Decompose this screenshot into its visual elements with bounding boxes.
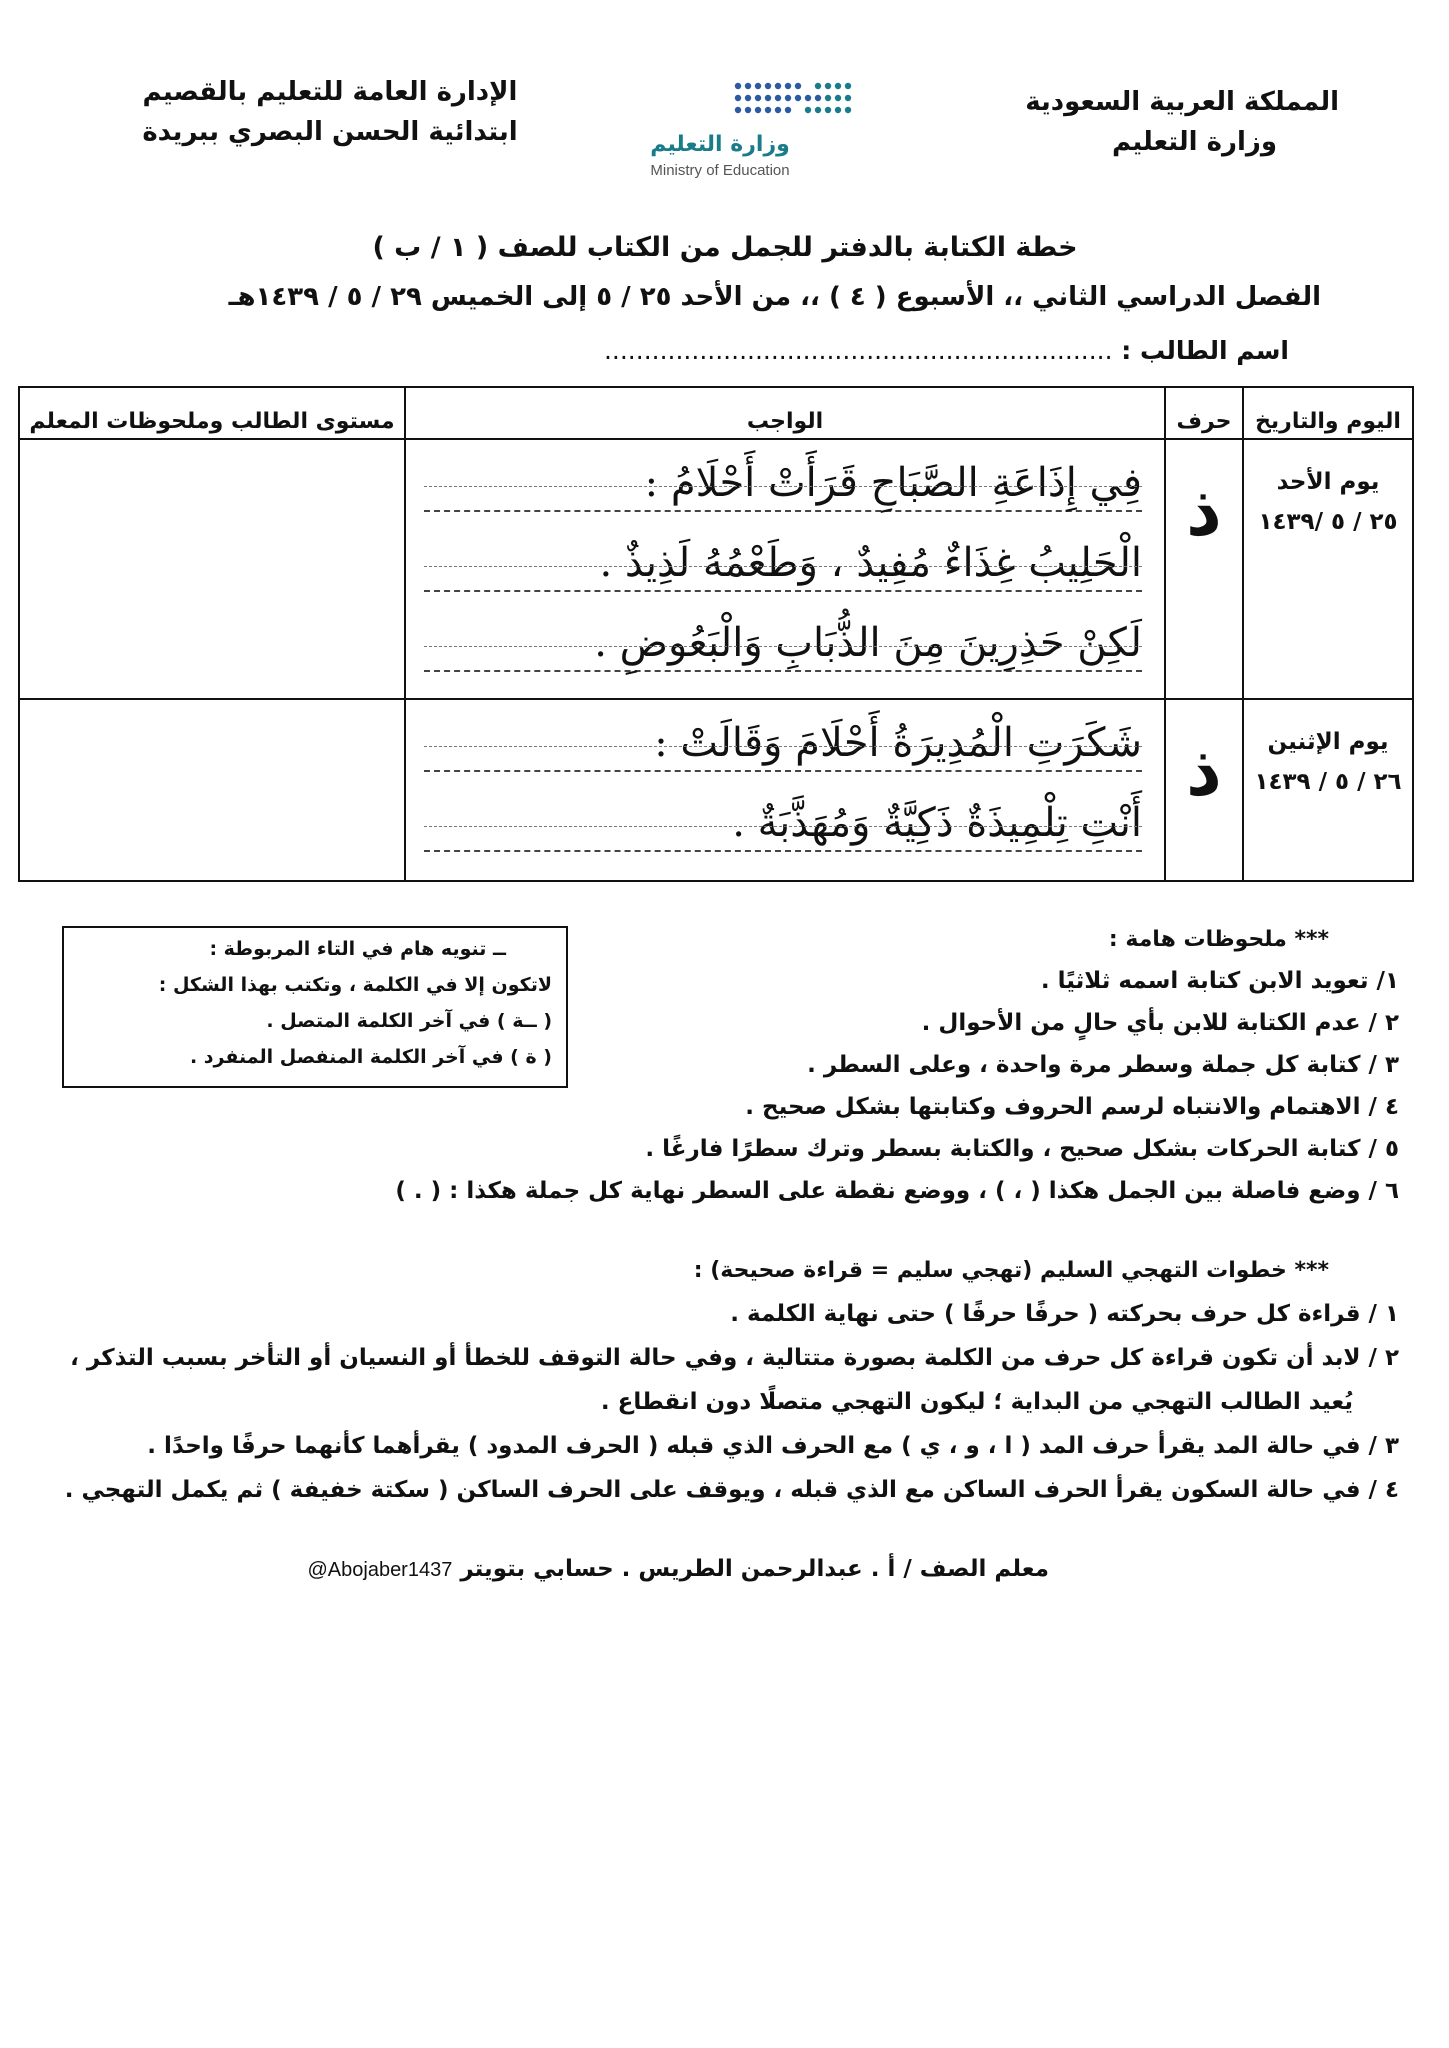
twitter-handle[interactable]: @Abojaber1437 — [307, 1559, 453, 1581]
list-item: ٣ / في حالة المد يقرأ حرف المد ( ا ، و ، ي ) مع الحرف الذي قبله ( الحرف المدود ) يقرأهما كأنهما حرفًا واحدًا . — [147, 1433, 1399, 1459]
header-teacher-notes: مستوى الطالب وملحوظات المعلم — [19, 387, 405, 439]
day-cell — [1243, 439, 1413, 699]
student-name-dots: ................................................................ — [603, 336, 1113, 365]
homework-line: لَكِنْ حَذِرِينَ مِنَ الذُّبَابِ وَالْبَعُوضِ . — [424, 618, 1142, 672]
writing-plan-table — [18, 386, 1414, 882]
tip-shape-separate: ( ة ) — [510, 1046, 552, 1068]
student-name-label: اسم الطالب : — [1121, 336, 1289, 365]
list-item: ١ / قراءة كل حرف بحركته ( حرفًا حرفًا ) حتى نهاية الكلمة . — [730, 1301, 1399, 1327]
homework-cell — [405, 699, 1165, 881]
homework-line: الْحَلِيبُ غِذَاءٌ مُفِيدٌ ، وَطَعْمُهُ لَذِيذٌ . — [424, 538, 1142, 592]
table-row — [19, 699, 1413, 881]
teacher-signature — [149, 1556, 1049, 1582]
list-item-continuation: يُعيد الطالب التهجي من البداية ؛ ليكون التهجي متصلًا دون انقطاع . — [600, 1389, 1353, 1415]
header-homework: الواجب — [405, 387, 1165, 439]
homework-cell — [405, 439, 1165, 699]
taa-marbuta-tip-box — [62, 926, 568, 1088]
day-name: يوم الأحد — [1276, 469, 1380, 495]
table-row — [19, 439, 1413, 699]
term-line: الفصل الدراسي الثاني ،، الأسبوع ( ٤ ) ،، من الأحد ٢٥ / ٥ إلى الخميس ٢٩ / ٥ / ١٤٣٩هـ — [228, 282, 1321, 312]
list-item: ٥ / كتابة الحركات بشكل صحيح ، والكتابة بسطر وترك سطرًا فارغًا . — [645, 1136, 1399, 1162]
letter-cell: ذ — [1165, 439, 1243, 699]
tip-shape-separate-text: في آخر الكلمة المنفصل المنفرد . — [189, 1046, 504, 1068]
day-name: يوم الإثنين — [1267, 729, 1389, 755]
homework-line: أَنْتِ تِلْمِيذَةٌ ذَكِيَّةٌ وَمُهَذَّبَةٌ . — [424, 798, 1142, 852]
signature-text: معلم الصف / أ . عبدالرحمن الطريس . حسابي بتويتر — [460, 1556, 1049, 1582]
letter-cell: ذ — [1165, 699, 1243, 881]
tip-line — [266, 1010, 552, 1032]
notes-heading: *** ملحوظات هامة : — [1108, 927, 1329, 952]
tip-shape-connected: ( ــة ) — [496, 1010, 552, 1032]
list-item: ٦ / وضع فاصلة بين الجمل هكذا ( ، ) ، ووضع نقطة على السطر نهاية كل جملة هكذا : ( . ) — [395, 1178, 1399, 1204]
list-item: ٤ / في حالة السكون يقرأ الحرف الساكن مع الذي قبله ، ويوقف على الحرف الساكن ( سكتة خفيفة ) ثم يكمل التهجي . — [64, 1477, 1399, 1503]
teacher-notes-cell[interactable] — [19, 699, 405, 881]
list-item: ٤ / الاهتمام والانتباه لرسم الحروف وكتابتها بشكل صحيح . — [745, 1094, 1399, 1120]
tip-line: لاتكون إلا في الكلمة ، وتكتب بهذا الشكل : — [158, 974, 552, 996]
header-letter: حرف — [1165, 387, 1243, 439]
school-name: ابتدائية الحسن البصري ببريدة — [142, 117, 518, 147]
day-date: ٢٦ / ٥ / ١٤٣٩ — [1254, 769, 1402, 795]
header-right — [979, 82, 1339, 162]
list-item: ٢ / عدم الكتابة للابن بأي حالٍ من الأحوال . — [921, 1010, 1399, 1036]
ministry-name: وزارة التعليم — [1112, 127, 1277, 157]
logo-text-arabic: وزارة التعليم — [650, 132, 790, 157]
day-date: ٢٥ / ٥ /١٤٣٩ — [1258, 509, 1398, 535]
tip-title: ــ تنويه هام في التاء المربوطة : — [209, 938, 506, 960]
list-item: ٢ / لابد أن تكون قراءة كل حرف من الكلمة بصورة متتالية ، وفي حالة التوقف للخطأ أو النسيان أو التأخر بسبب التذكر ، — [70, 1345, 1399, 1371]
logo-dots-icon — [730, 78, 860, 126]
logo-text-english: Ministry of Education — [650, 162, 790, 179]
list-item: ١/ تعويد الابن كتابة اسمه ثلاثيًا . — [1040, 968, 1399, 994]
steps-heading: *** خطوات التهجي السليم (تهجي سليم = قراءة صحيحة) : — [693, 1258, 1329, 1283]
spelling-steps — [49, 1250, 1399, 1512]
ministry-logo — [590, 72, 860, 182]
tip-shape-connected-text: في آخر الكلمة المتصل . — [266, 1010, 491, 1032]
header-left — [110, 72, 550, 152]
homework-line: فِي إِذَاعَةِ الصَّبَاحِ قَرَأَتْ أَحْلَامُ : — [424, 458, 1142, 512]
day-cell — [1243, 699, 1413, 881]
list-item: ٣ / كتابة كل جملة وسطر مرة واحدة ، وعلى السطر . — [807, 1052, 1399, 1078]
kingdom-name: المملكة العربية السعودية — [1025, 87, 1339, 117]
directorate-name: الإدارة العامة للتعليم بالقصيم — [142, 77, 518, 107]
student-name-field — [489, 336, 1289, 365]
teacher-notes-cell[interactable] — [19, 439, 405, 699]
table-header-row — [19, 387, 1413, 439]
homework-line: شَكَرَتِ الْمُدِيرَةُ أَحْلَامَ وَقَالَتْ : — [424, 718, 1142, 772]
header-day-date: اليوم والتاريخ — [1243, 387, 1413, 439]
tip-line — [190, 1046, 552, 1068]
page-title: خطة الكتابة بالدفتر للجمل من الكتاب للصف ( ١ / ب ) — [372, 232, 1078, 263]
